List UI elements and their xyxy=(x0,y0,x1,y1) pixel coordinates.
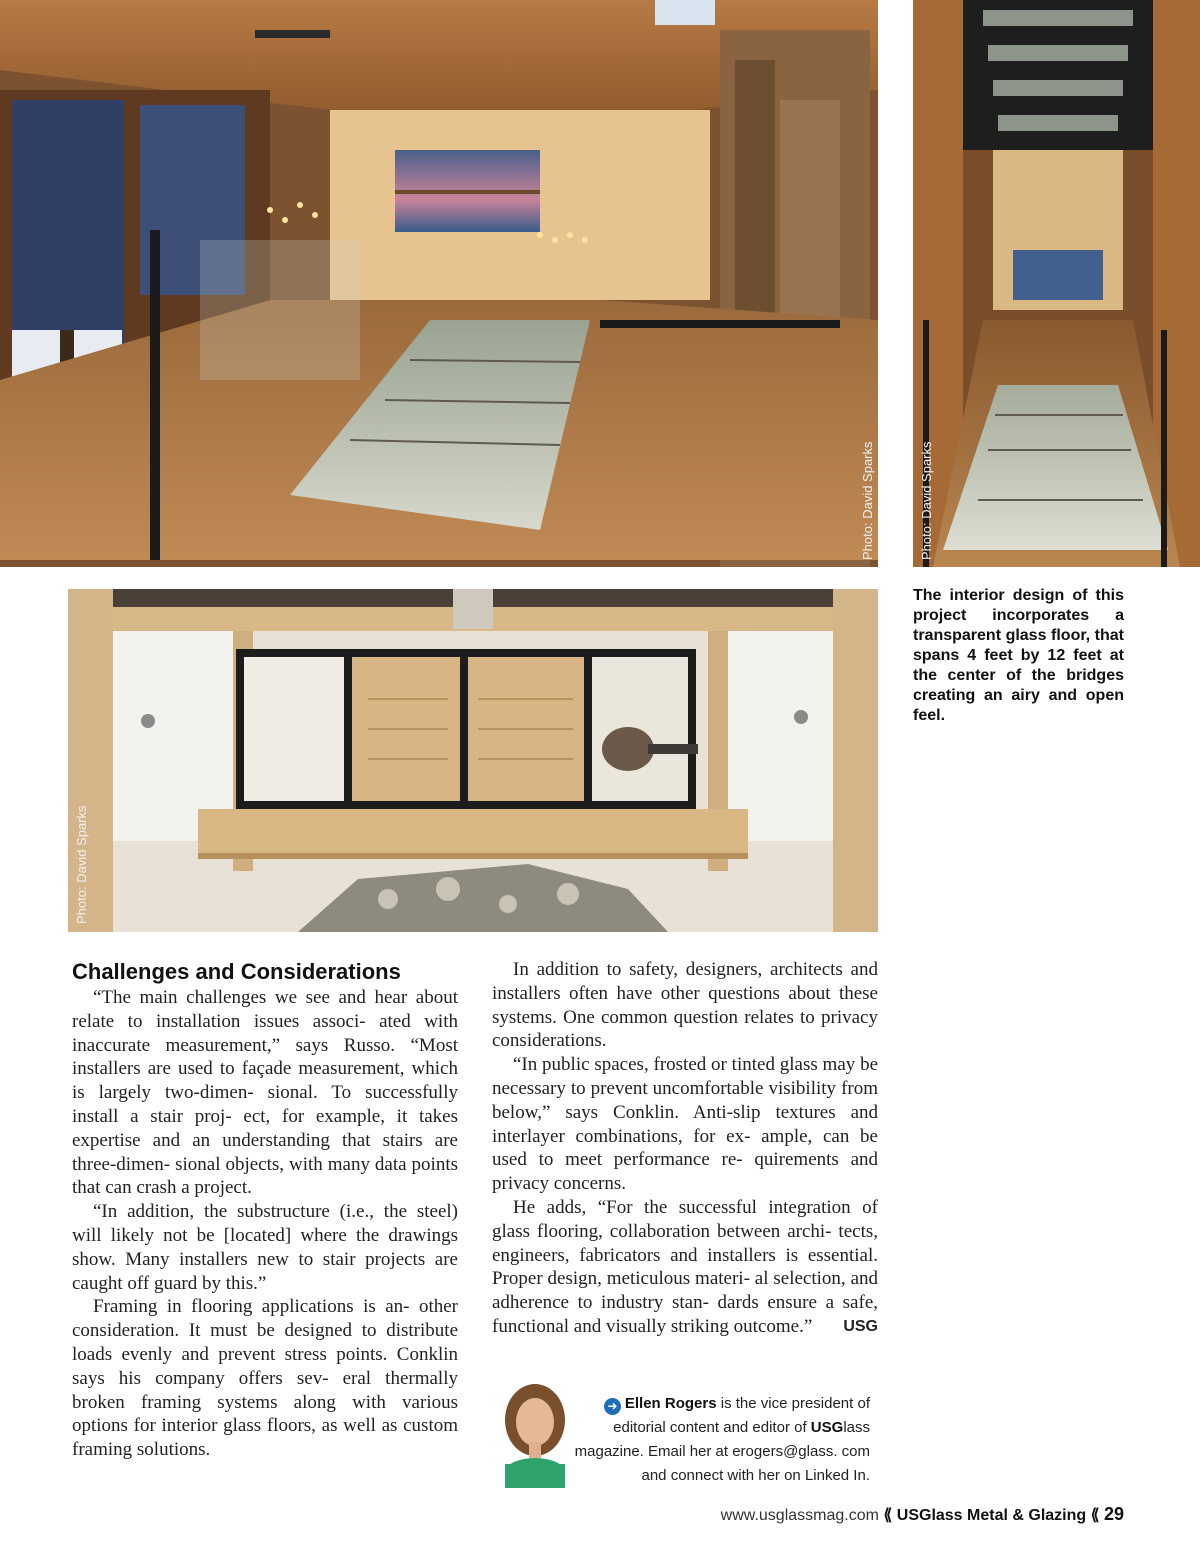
paragraph: In addition to safety, designers, architects and installers often have other questions about these systems. One common question relates to privacy considerations. xyxy=(492,959,878,1052)
paragraph: “The main challenges we see and hear about relate to installation issues associ- ated with inaccurate measurement,” says Russo. “Most installers are used to façade measurement, which is largely two-dimen- sional. To successfully install a stair proj- ect, for example, it takes expertise and an understanding that stairs are three-dimen- sional objects, with many data points that can crash a project. xyxy=(72,987,458,1199)
author-photo xyxy=(490,1376,580,1488)
paragraph-text: He adds, “For the successful integration of glass flooring, collaboration between archi- tects, engineers, fabricators and installers is essential. Proper design, meticulous materi- al selection, and adherence to industry stan- dards ensure a safe, functional and visually striking outcome.” xyxy=(492,1196,878,1337)
magazine-name-bold: USG xyxy=(810,1419,844,1436)
photo-credit: Photo: David Sparks xyxy=(919,441,934,560)
article-column-left xyxy=(72,958,458,1462)
page-footer xyxy=(600,1504,1124,1525)
paragraph: “In public spaces, frosted or tinted glass may be necessary to prevent uncomfortable visibility from below,” says Conklin. Anti-slip textures and interlayer combinations, for ex- ample, can be used to meet performance re- quirements and privacy concerns. xyxy=(492,1054,878,1195)
author-name: Ellen Rogers xyxy=(624,1395,717,1412)
photo-glass-floor-from-below xyxy=(68,589,878,932)
paragraph xyxy=(492,1196,878,1339)
photo-credit: Photo: David Sparks xyxy=(860,441,875,560)
separator-icon: ⟪ xyxy=(1090,1507,1100,1524)
separator-icon: ⟪ xyxy=(883,1507,893,1524)
author-bio xyxy=(490,1376,880,1488)
magazine-name-rest: lass xyxy=(843,1419,870,1436)
section-heading: Challenges and Considerations xyxy=(72,959,401,984)
photo-interior-glass-bridge xyxy=(0,0,878,567)
paragraph: “In addition, the substructure (i.e., the steel) will likely not be [located] where the drawings show. Many installers new to stair projects are caught off guard by this.” xyxy=(72,1201,458,1294)
photo-credit: Photo: David Sparks xyxy=(74,805,89,924)
author-bio-text xyxy=(574,1392,870,1488)
footer-magazine: USGlass Metal & Glazing xyxy=(896,1507,1087,1524)
footer-url: www.usglassmag.com xyxy=(720,1507,879,1524)
photo-bridge-walkway xyxy=(913,0,1200,567)
bio-text-part: magazine. Email her at erogers@glass. com and connect with her on Linked In. xyxy=(574,1443,870,1484)
arrow-right-circle-icon: ➜ xyxy=(604,1398,621,1415)
photo-caption: The interior design of this project incorporates a transparent glass floor, that spans 4 feet by 12 feet at the center of the bridges creating an airy and open feel. xyxy=(913,587,1124,724)
paragraph: Framing in flooring applications is an- other consideration. It must be designed to distribute loads evenly and prevent stress points. Conklin says his company offers sev- eral thermally broken framing systems along with various options for interior glass floors, as well as custom framing solutions. xyxy=(72,1296,458,1461)
end-mark: USG xyxy=(843,1317,878,1335)
bio-text-part: is the vice president of editorial content and editor of xyxy=(613,1395,870,1436)
article-column-right xyxy=(492,958,878,1339)
page-number: 29 xyxy=(1103,1504,1124,1524)
